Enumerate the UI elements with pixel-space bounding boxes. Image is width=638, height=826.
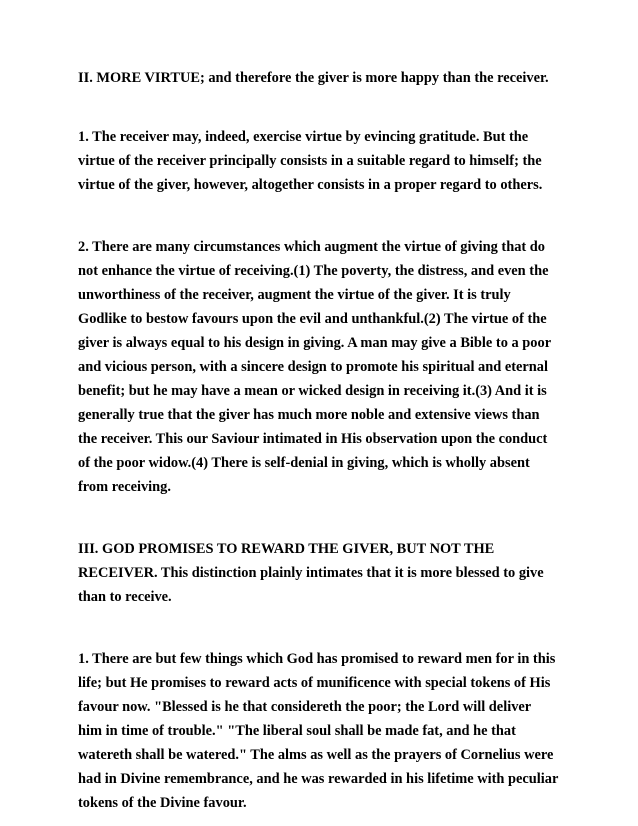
text-line: generally true that the giver has much more noble and extensive views than [78,407,540,423]
text-line: tokens of the Divine favour. [78,795,247,811]
text-line: giver is always equal to his design in giving. A man may give a Bible to a poor [78,335,552,351]
text-line: watereth shall be watered." The alms as well as the prayers of Cornelius were [78,747,554,763]
text-line: virtue of the giver, however, altogether consists in a proper regard to others. [78,177,543,193]
text-line: 1. There are but few things which God has promised to reward men for in this [78,651,556,667]
document-page [78,66,578,815]
paragraph-gap [78,90,578,125]
text-line: unworthiness of the receiver, augment the virtue of the giver. It is truly [78,287,511,303]
paragraph-reward [78,647,578,815]
text-line: RECEIVER. This distinction plainly intimates that it is more blessed to give [78,565,544,581]
paragraph-gap [78,197,578,235]
text-line: virtue of the receiver principally consists in a suitable regard to himself; the [78,153,542,169]
text-line: benefit; but he may have a mean or wicked design in receiving it.(3) And it is [78,383,547,399]
paragraph-receiver-virtue [78,125,578,197]
paragraph-gap [78,609,578,647]
text-line: III. GOD PROMISES TO REWARD THE GIVER, BUT NOT THE [78,541,495,557]
text-line: 2. There are many circumstances which augment the virtue of giving that do [78,239,546,255]
text-line: 1. The receiver may, indeed, exercise virtue by evincing gratitude. But the [78,129,529,145]
section-heading-god-promises [78,537,578,609]
text-line: from receiving. [78,479,171,495]
text-line: of the poor widow.(4) There is self-denial in giving, which is wholly absent [78,455,530,471]
text-line: than to receive. [78,589,172,605]
paragraph-circumstances [78,235,578,499]
text-line: had in Divine remembrance, and he was rewarded in his lifetime with peculiar [78,771,559,787]
text-line: him in time of trouble." "The liberal soul shall be made fat, and he that [78,723,516,739]
text-line: II. MORE VIRTUE; and therefore the giver is more happy than the receiver. [78,70,549,86]
text-line: life; but He promises to reward acts of munificence with special tokens of His [78,675,551,691]
text-line: the receiver. This our Saviour intimated in His observation upon the conduct [78,431,548,447]
text-line: favour now. "Blessed is he that considereth the poor; the Lord will deliver [78,699,532,715]
text-line: Godlike to bestow favours upon the evil and unthankful.(2) The virtue of the [78,311,547,327]
text-line: not enhance the virtue of receiving.(1) The poverty, the distress, and even the [78,263,549,279]
section-heading-more-virtue [78,66,578,90]
text-line: and vicious person, with a sincere design to promote his spiritual and eternal [78,359,548,375]
paragraph-gap [78,499,578,537]
